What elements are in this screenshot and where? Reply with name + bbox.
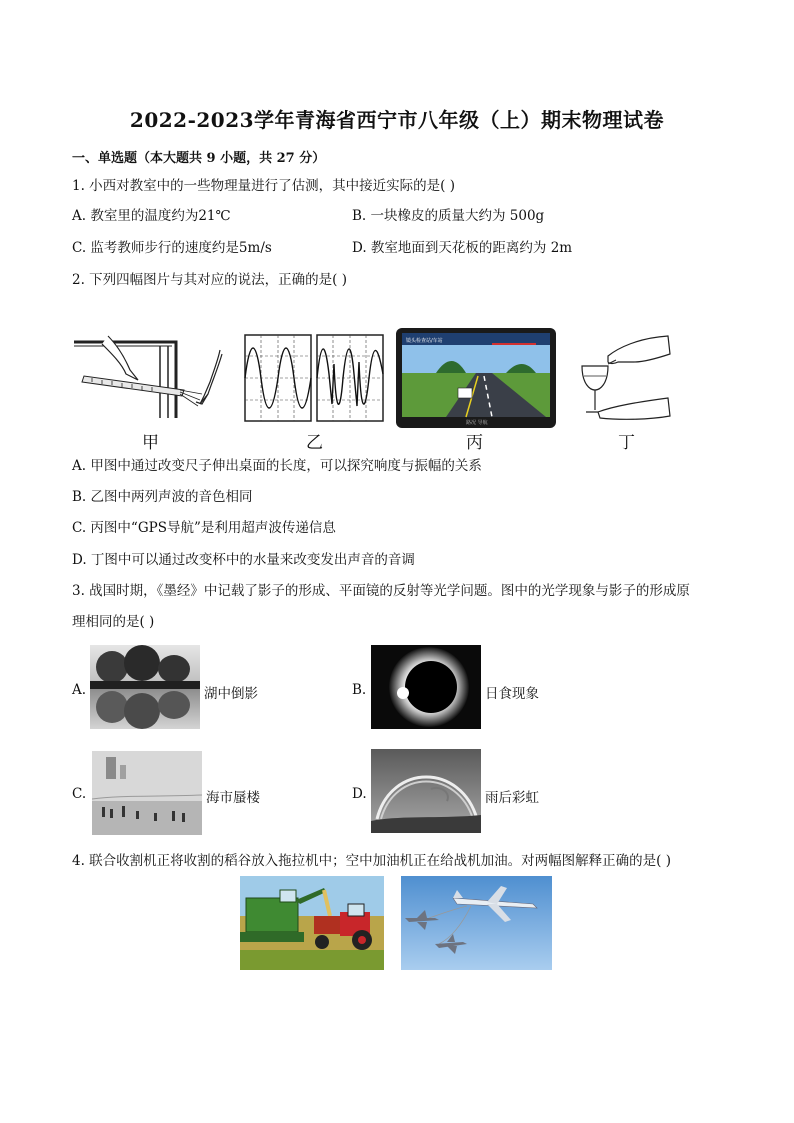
question-3-option-d-label: 雨后彩虹 xyxy=(485,790,539,806)
figure-sound-waves xyxy=(244,334,384,422)
question-2-option-d: D. 丁图中可以通过改变杯中的水量来改变发出声音的音调 xyxy=(72,552,415,568)
question-3-option-c-label: 海市蜃楼 xyxy=(206,790,260,806)
photo-mirage xyxy=(92,751,202,835)
photo-solar-eclipse xyxy=(371,645,481,729)
question-3-option-b-label: 日食现象 xyxy=(485,686,539,702)
question-3-stem-line-2: 理相同的是( ) xyxy=(72,614,155,630)
question-3-option-c-letter: C. xyxy=(72,786,87,802)
question-3-option-d-letter: D. xyxy=(352,786,367,802)
question-3-option-a-letter: A. xyxy=(72,682,87,698)
photo-aerial-refueling xyxy=(401,876,552,970)
screen-brand: 路况 导航 xyxy=(466,420,488,426)
question-4-stem: 4. 联合收割机正将收割的稻谷放入拖拉机中；空中加油机正在给战机加油。对两幅图解释正确的是( ) xyxy=(72,853,671,869)
caption-bing: 丙 xyxy=(466,433,483,453)
caption-jia: 甲 xyxy=(142,433,159,453)
question-3-option-b-letter: B. xyxy=(352,682,367,698)
question-2-option-c: C. 丙图中“GPS导航”是利用超声波传递信息 xyxy=(72,520,336,536)
figure-ruler-table xyxy=(72,334,230,422)
page-title: 2022-2023学年青海省西宁市八年级（上）期末物理试卷 xyxy=(129,108,665,132)
question-1-option-b: B. 一块橡皮的质量大约为 500g xyxy=(352,208,545,224)
photo-harvester-tractor xyxy=(240,876,384,970)
question-2-option-b: B. 乙图中两列声波的音色相同 xyxy=(72,489,253,505)
section-heading: 一、单选题（本大题共 9 小题，共 27 分） xyxy=(72,151,326,166)
photo-lake-reflection xyxy=(90,645,200,729)
figure-wine-glass xyxy=(578,334,672,422)
caption-ding: 丁 xyxy=(618,433,635,453)
figure-gps-navigator xyxy=(396,328,556,428)
photo-rainbow xyxy=(371,749,481,833)
question-1-option-c: C. 监考教师步行的速度约是5m/s xyxy=(72,240,272,256)
question-2-stem: 2. 下列四幅图片与其对应的说法，正确的是( ) xyxy=(72,272,347,288)
question-3-option-a-label: 湖中倒影 xyxy=(204,686,258,702)
question-1-stem: 1. 小西对教室中的一些物理量进行了估测，其中接近实际的是( ) xyxy=(72,178,455,194)
question-1-option-d: D. 教室地面到天花板的距离约为 2m xyxy=(352,240,573,256)
screen-title: 镜头检查站/车站 xyxy=(406,338,443,344)
question-3-stem-line-1: 3. 战国时期，《墨经》中记载了影子的形成、平面镜的反射等光学问题。图中的光学现象与影子的形成原 xyxy=(72,583,690,599)
question-2-option-a: A. 甲图中通过改变尺子伸出桌面的长度，可以探究响度与振幅的关系 xyxy=(72,458,482,474)
caption-yi: 乙 xyxy=(306,433,323,453)
question-1-option-a: A. 教室里的温度约为21℃ xyxy=(72,208,231,224)
